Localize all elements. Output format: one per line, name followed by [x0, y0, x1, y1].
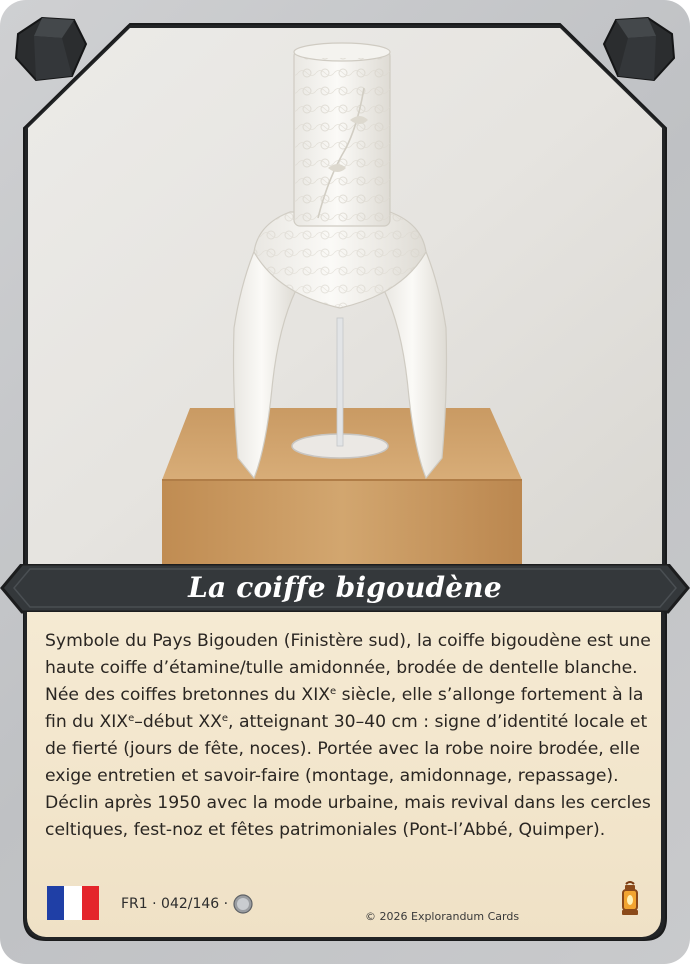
rarity-silver-icon	[233, 894, 253, 914]
corner-stone-icon	[12, 14, 90, 84]
flag-france-icon	[47, 886, 99, 920]
description-panel	[24, 612, 664, 940]
card-artwork	[28, 28, 662, 568]
copyright-text: © 2026 Explorandum Cards	[365, 910, 520, 923]
corner-stone-icon	[600, 14, 678, 84]
set-number: FR1 · 042/146 ·	[121, 896, 229, 912]
lantern-icon	[617, 880, 643, 920]
card-title: La coiffe bigoudène	[188, 571, 502, 604]
coiffe-illustration	[28, 28, 662, 568]
card-description: Symbole du Pays Bigouden (Finistère sud), la coiffe bigoudène est une haute coiffe d’étamine/tulle amidonnée, brodée de dentelle blanche. Née des coiffes bretonnes du XIXe siècle, elle s’allonge fortement à la fin du XIXe–début XXe, atteignant 30–40 cm : signe d’identité locale et de fierté (jours de fête, noces). Portée avec la robe noire brodée, elle exige entretien et savoir-faire (montage, amidonnage, repassage). Déclin après 1950 avec la mode urbaine, mais revival dans les cercles celtiques, fest-noz et fêtes patrimoniales (Pont-l’Abbé, Quimper).	[45, 631, 651, 840]
